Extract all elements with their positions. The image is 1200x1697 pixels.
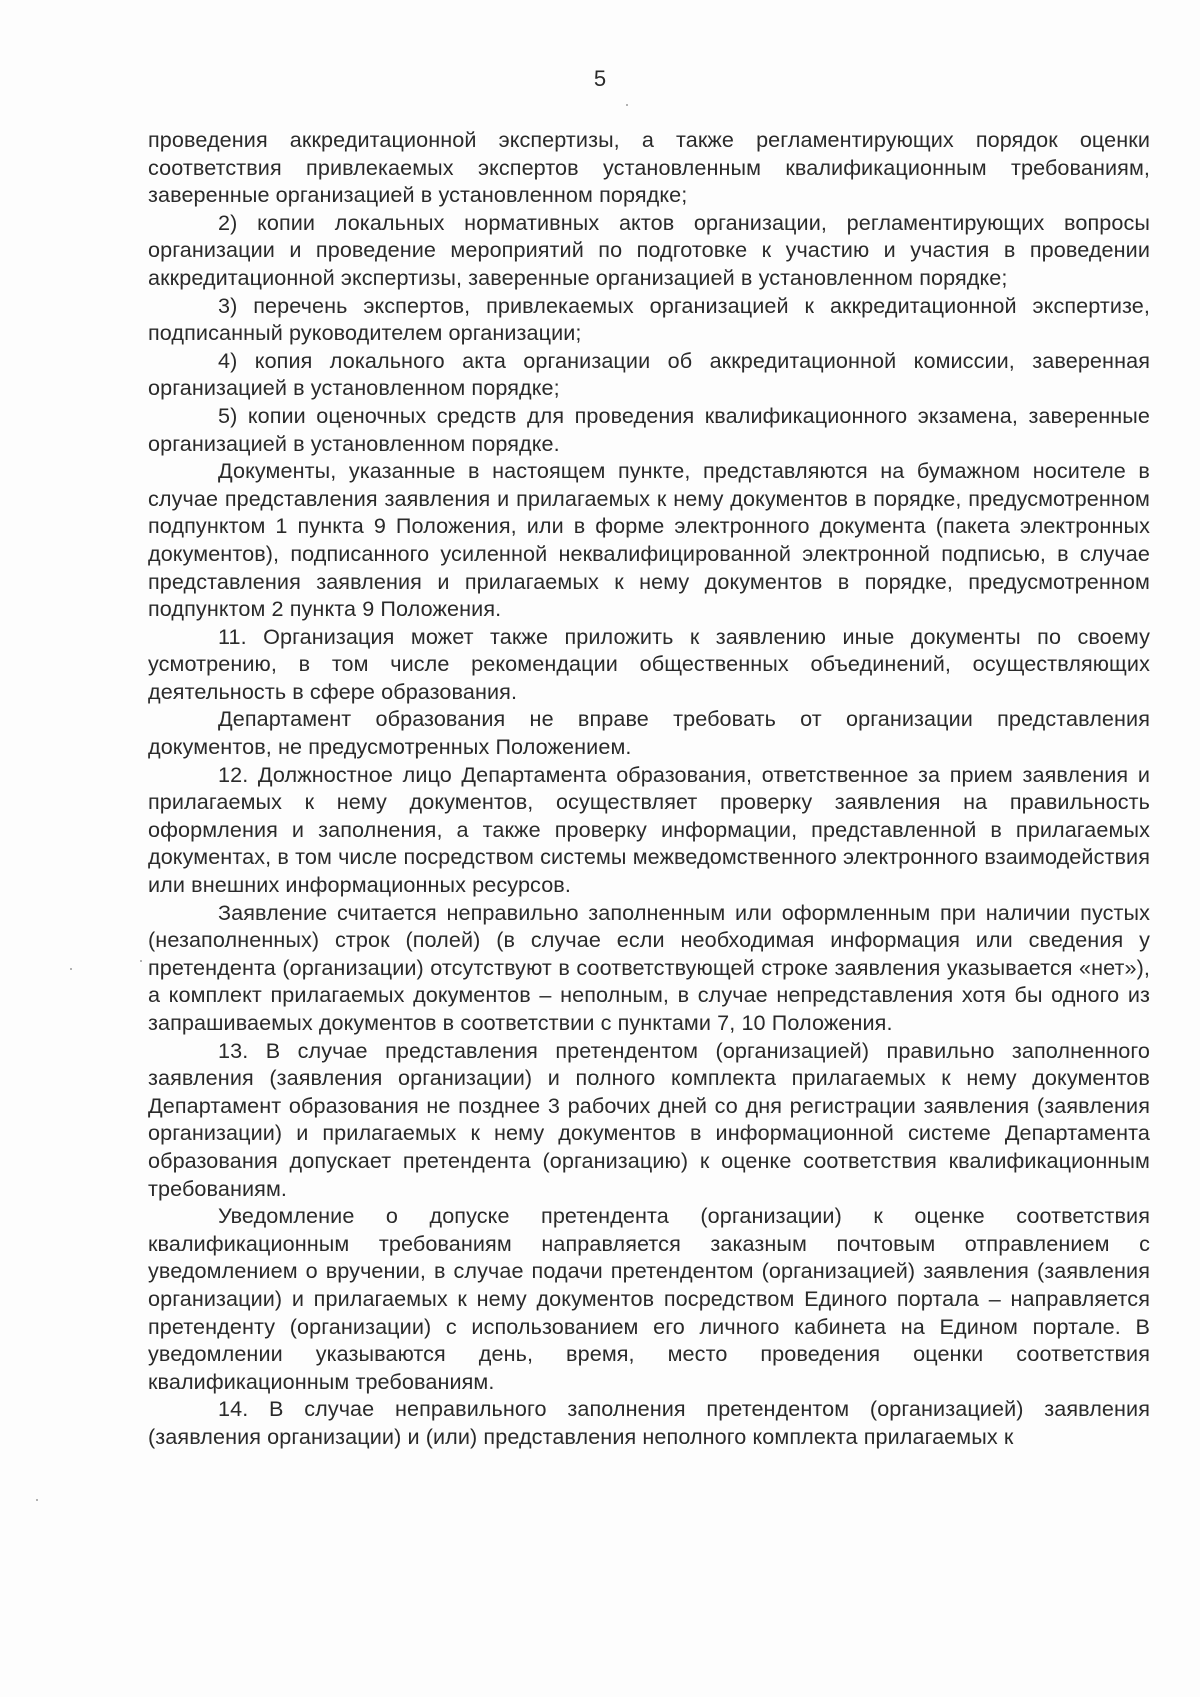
paragraph-item-3: 3) перечень экспертов, привлекаемых организацией к аккредитационной экспертизе, подписанный руководителем организации;	[148, 292, 1150, 346]
scan-speck	[70, 968, 72, 970]
paragraph-incorrect-application: Заявление считается неправильно заполненным или оформленным при наличии пустых (незаполненных) строк (полей) (в случае если необходимая информация или сведения у претендента (организации) отсутствуют в соответствующей строке заявления указывается «нет»), а комплект прилагаемых документов – неполным, в случае непредставления хотя бы одного из запрашиваемых документов в соответствии с пунктами 7, 10 Положения.	[148, 899, 1150, 1035]
paragraph-item-4: 4) копия локального акта организации об аккредитационной комиссии, заверенная организацией в установленном порядке;	[148, 347, 1150, 401]
paragraph-point-13: 13. В случае представления претендентом (организацией) правильно заполненного заявления (заявления организации) и полного комплекта прилагаемых к нему документов Департамент образования не позднее 3 рабочих дней со дня регистрации заявления (заявления организации) и прилагаемых к нему документов в информационной системе Департамента образования допускает претендента (организацию) к оценке соответствия квалификационным требованиям.	[148, 1037, 1150, 1201]
paragraph-point-14: 14. В случае неправильного заполнения претендентом (организацией) заявления (заявления организации) и (или) представления неполного комплекта прилагаемых к	[148, 1396, 1150, 1449]
scan-speck	[36, 1499, 38, 1501]
document-body	[148, 126, 1150, 1451]
paragraph-point-11: 11. Организация может также приложить к заявлению иные документы по своему усмотрению, в том числе рекомендации общественных объединений, осуществляющих деятельность в сфере образования.	[148, 623, 1150, 704]
page-number: 5	[593, 66, 607, 91]
paragraph-item-5: 5) копии оценочных средств для проведения квалификационного экзамена, заверенные организацией в установленном порядке.	[148, 402, 1150, 456]
scan-speck	[140, 960, 142, 962]
paragraph-item-2: 2) копии локальных нормативных актов организации, регламентирующих вопросы организации и проведение мероприятий по подготовке к участию и участия в проведении аккредитационной экспертизы, заверенные организацией в установленном порядке;	[148, 209, 1150, 290]
scan-speck	[626, 104, 628, 106]
paragraph-point-12: 12. Должностное лицо Департамента образования, ответственное за прием заявления и прилагаемых к нему документов, осуществляет проверку заявления на правильность оформления и заполнения, а также проверку информации, представленной в прилагаемых документах, в том числе посредством системы межведомственного электронного взаимодействия или внешних информационных ресурсов.	[148, 761, 1150, 898]
paragraph-continuation: проведения аккредитационной экспертизы, а также регламентирующих порядок оценки соответствия привлекаемых экспертов установленным квалификационным требованиям, заверенные организацией в установленном порядке;	[148, 127, 1150, 208]
paragraph-notification: Уведомление о допуске претендента (организации) к оценке соответствия квалификационным требованиям направляется заказным почтовым отправлением с уведомлением о вручении, в случае подачи претендентом (организацией) заявления (заявления организации) и прилагаемых к нему документов посредством Единого портала – направляется претенденту (организации) с использованием его личного кабинета на Едином портале. В уведомлении указываются день, время, место проведения оценки соответствия квалификационным требованиям.	[148, 1203, 1150, 1394]
paragraph-department-rights: Департамент образования не вправе требовать от организации представления документов, не предусмотренных Положением.	[148, 706, 1150, 760]
paragraph-documents: Документы, указанные в настоящем пункте, представляются на бумажном носителе в случае представления заявления и прилагаемых к нему документов в порядке, предусмотренном подпунктом 1 пункта 9 Положения, или в форме электронного документа (пакета электронных документов), подписанного усиленной неквалифицированной электронной подписью, в случае представления заявления и прилагаемых к нему документов в порядке, предусмотренном подпунктом 2 пункта 9 Положения.	[148, 458, 1150, 622]
